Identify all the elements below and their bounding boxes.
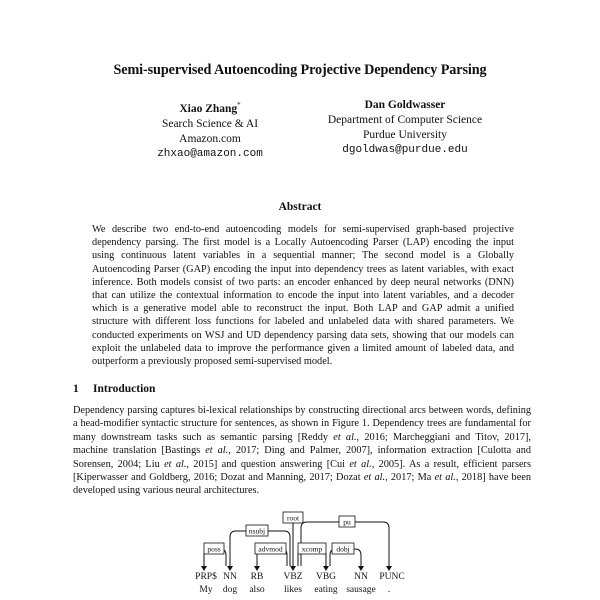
intro-text: , 2005]. As a result, efficient parsers [Kiperwasser and Goldberg, 2016; Dozat and Manning, 2017; Dozat: [73, 458, 531, 484]
pos-tag: RB: [250, 572, 264, 582]
word: .: [387, 585, 391, 595]
intro-etal: et al.: [333, 431, 357, 443]
word: My: [199, 585, 213, 595]
author-affiliation: Amazon.com: [179, 132, 241, 145]
intro-text: , 2015] and question answering [Cui: [186, 458, 350, 470]
arc-label-dobj: dobj: [336, 544, 350, 554]
section-title: Introduction: [93, 383, 156, 395]
paper-title: Semi-supervised Autoencoding Projective Dependency Parsing: [113, 62, 487, 78]
intro-text: , 2016; Marcheggiani and Titov, 2017], machine translation [Bastings: [73, 431, 531, 457]
section-number: 1: [73, 383, 79, 395]
author-name: Dan Goldwasser: [364, 99, 446, 111]
word: eating: [314, 585, 338, 595]
intro-etal: et al.: [434, 472, 456, 484]
word: dog: [222, 585, 238, 595]
pos-tag: PUNC: [379, 572, 405, 582]
pos-tag: PRP$: [195, 572, 217, 582]
arc-label-root: root: [286, 513, 300, 523]
arc-label-pu: pu: [343, 517, 351, 527]
intro-text: Dependency parsing captures bi-lexical relationships by constructing directional arcs between words, defining a head-modifier syntactic structure for sentences, as shown in Figure 1. Dependency trees are fundamental for many downstream tasks such as semantic parsing [Reddy: [73, 405, 531, 443]
intro-etal: et al.: [164, 458, 187, 470]
pos-tag: NN: [223, 572, 237, 582]
pos-tag: VBZ: [283, 572, 303, 582]
author-name: Xiao Zhang: [179, 102, 238, 115]
intro-text: , 2017; Ma: [385, 472, 435, 484]
word: also: [249, 585, 265, 595]
arc-label-xcomp: xcomp: [301, 544, 323, 554]
author-affiliation: Purdue University: [362, 129, 447, 141]
word: likes: [284, 585, 302, 595]
abstract-heading: Abstract: [278, 201, 322, 213]
pos-tag: NN: [354, 572, 368, 582]
author-footnote-mark: *: [237, 101, 241, 109]
intro-text: , 2018] have been developed using various neural architectures.: [73, 472, 531, 497]
arc-label-nsubj: nsubj: [248, 526, 266, 536]
author-email: zhxao@amazon.com: [157, 147, 263, 160]
arc-label-poss: poss: [207, 544, 221, 554]
intro-etal: et al.: [205, 445, 229, 457]
abstract-text: We describe two end-to-end autoencoding models for semi-supervised graph-based projective dependency parsing. The first model is a Locally Autoencoding Parser (LAP) encoding the input using continuous latent variables in a sequential manner; The second model is a Globally Autoencoding Parser (GAP) encoding the input into dependency trees as latent variables, with exact inference. Both models consist of two parts: an encoder enhanced by deep neural networks (DNN) that can utilize the contextual information to encode the input into latent variables, and a decoder which is a generative model able to reconstruct the input. Both LAP and GAP admit a unified structure with different loss functions for labeled and unlabeled data with shared parameters. We conducted experiments on WSJ and UD dependency parsing data sets, showing that our models can exploit the unlabeled data to improve the performance given a limited amount of labeled data, and outperform a previously proposed semi-supervised model.: [92, 224, 514, 368]
arc-label-advmod: advmod: [258, 544, 283, 554]
intro-etal: et al.: [363, 472, 386, 484]
word: sausage: [346, 585, 376, 595]
author-email: dgoldwas@purdue.edu: [342, 144, 468, 156]
pos-tag: VBG: [315, 572, 337, 582]
author-affiliation: Department of Computer Science: [327, 114, 483, 126]
intro-etal: et al.: [349, 458, 372, 470]
intro-text: , 2017; Ding and Palmer, 2007], information extraction [Culotta and Sorensen, 2004; Liu: [73, 445, 532, 470]
author-affiliation: Search Science & AI: [161, 117, 259, 130]
